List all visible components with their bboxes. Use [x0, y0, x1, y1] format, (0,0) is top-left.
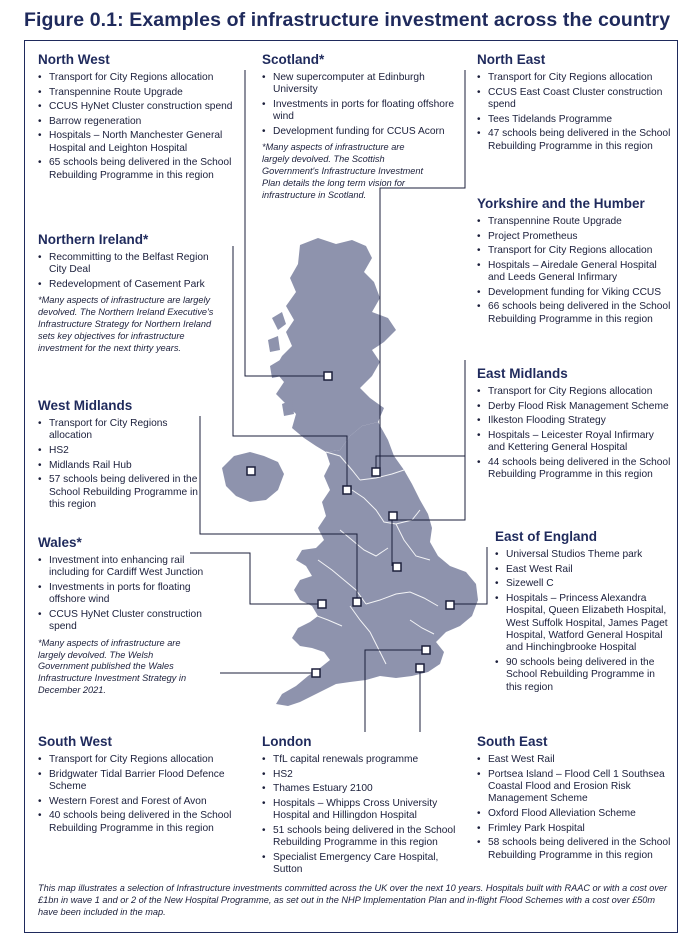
list-item: • Transport for City Regions allocation: [38, 418, 198, 443]
project-list: [477, 216, 673, 326]
list-item: • 90 schools being delivered in the School Rebuilding Programme in this region: [495, 657, 673, 694]
project-list: [38, 72, 238, 182]
region-wales: [38, 535, 206, 697]
list-item: • Tees Tidelands Programme: [477, 114, 673, 126]
marker-south-west: [312, 669, 320, 677]
scotland-shape: [274, 238, 396, 452]
list-item: • Western Forest and Forest of Avon: [38, 796, 238, 808]
list-item: • Recommitting to the Belfast Region City Deal: [38, 252, 228, 277]
project-list: [38, 418, 198, 511]
list-item: • Frimley Park Hospital: [477, 823, 673, 835]
list-item: • East West Rail: [495, 564, 673, 576]
region-east-midlands: [477, 366, 673, 484]
region-title: East of England: [495, 529, 598, 544]
list-item: • 51 schools being delivered in the School Rebuilding Programme in this region: [262, 825, 466, 850]
region-north-east: [477, 52, 673, 155]
region-title: North East: [477, 52, 546, 67]
devolution-note: *Many aspects of infrastructure are largely devolved. The Northern Ireland Executive's Infrastructure Strategy for Northern Ireland sets key objectives for infrastructure investment for the next thirty years.: [38, 295, 214, 353]
list-item: • Development funding for Viking CCUS: [477, 287, 673, 299]
region-title: East Midlands: [477, 366, 568, 381]
list-item: • Investment into enhancing rail including for Cardiff West Junction: [38, 555, 206, 580]
devolution-note: *Many aspects of infrastructure are largely devolved. The Scottish Government's Infrastructure Investment Plan details the long term vision for infrastructure in Scotland.: [262, 142, 424, 200]
list-item: • 66 schools being delivered in the School Rebuilding Programme in this region: [477, 301, 673, 326]
list-item: • HS2: [262, 769, 466, 781]
project-list: [477, 72, 673, 153]
region-yorkshire: [477, 196, 673, 328]
region-scotland: [262, 52, 462, 201]
list-item: • East West Rail: [477, 754, 673, 766]
list-item: • Transpennine Route Upgrade: [477, 216, 673, 228]
list-item: • Oxford Flood Alleviation Scheme: [477, 808, 673, 820]
marker-scotland: [324, 372, 332, 380]
region-title: London: [262, 734, 312, 749]
list-item: • Transpennine Route Upgrade: [38, 87, 238, 99]
project-list: [38, 252, 228, 291]
list-item: • Hospitals – Princess Alexandra Hospital, Queen Elizabeth Hospital, West Suffolk Hospital, James Paget Hospital, Watford General Hospital and Hinchingbrooke Hospital: [495, 593, 673, 655]
list-item: • 65 schools being delivered in the School Rebuilding Programme in this region: [38, 157, 238, 182]
list-item: • Transport for City Regions allocation: [477, 245, 673, 257]
list-item: • Hospitals – Whipps Cross University Hospital and Hillingdon Hospital: [262, 798, 466, 823]
list-item: • TfL capital renewals programme: [262, 754, 466, 766]
marker-north-east: [372, 468, 380, 476]
project-list: [262, 72, 462, 138]
list-item: • HS2: [38, 445, 198, 457]
list-item: • Barrow regeneration: [38, 116, 238, 128]
region-northern-ireland: [38, 232, 228, 354]
region-title: West Midlands: [38, 398, 133, 413]
project-list: [38, 754, 238, 835]
marker-northern-ireland: [247, 467, 255, 475]
list-item: • Transport for City Regions allocation: [38, 754, 238, 766]
list-item: • Thames Estuary 2100: [262, 783, 466, 795]
list-item: • Universal Studios Theme park: [495, 549, 673, 561]
list-item: • New supercomputer at Edinburgh University: [262, 72, 462, 97]
project-list: [262, 754, 466, 877]
marker-north-west: [343, 486, 351, 494]
list-item: • Ilkeston Flooding Strategy: [477, 415, 673, 427]
list-item: • Sizewell C: [495, 578, 673, 590]
list-item: • 58 schools being delivered in the School Rebuilding Programme in this region: [477, 837, 673, 862]
list-item: • Investments in ports for floating offshore wind: [262, 99, 462, 124]
list-item: • CCUS HyNet Cluster construction spend: [38, 101, 238, 113]
region-title: North West: [38, 52, 110, 67]
list-item: • Development funding for CCUS Acorn: [262, 126, 462, 138]
northern-ireland-shape: [222, 452, 284, 502]
marker-wales: [318, 600, 326, 608]
list-item: • Hospitals – Leicester Royal Infirmary and Kettering General Hospital: [477, 430, 673, 455]
region-north-west: [38, 52, 238, 184]
region-south-east: [477, 734, 673, 864]
region-east-england: [495, 529, 673, 696]
marker-east-midlands: [393, 563, 401, 571]
region-title: South West: [38, 734, 112, 749]
list-item: • Transport for City Regions allocation: [477, 386, 673, 398]
marker-london: [422, 646, 430, 654]
region-title: Wales*: [38, 535, 82, 550]
project-list: [495, 549, 673, 694]
list-item: • Specialist Emergency Care Hospital, Sutton: [262, 852, 466, 877]
england-wales-shape: [276, 422, 478, 706]
project-list: [38, 555, 206, 634]
list-item: • Portsea Island – Flood Cell 1 Southsea Coastal Flood and Erosion Risk Management Scheme: [477, 769, 673, 806]
marker-east-england: [446, 601, 454, 609]
figure-title: Figure 0.1: Examples of infrastructure investment across the country: [24, 9, 671, 31]
list-item: • Transport for City Regions allocation: [477, 72, 673, 84]
list-item: • Midlands Rail Hub: [38, 460, 198, 472]
list-item: • Derby Flood Risk Management Scheme: [477, 401, 673, 413]
project-list: [477, 754, 673, 862]
region-title: Scotland*: [262, 52, 325, 67]
region-title: Yorkshire and the Humber: [477, 196, 645, 211]
list-item: • 40 schools being delivered in the School Rebuilding Programme in this region: [38, 810, 238, 835]
region-title: South East: [477, 734, 548, 749]
list-item: • 57 schools being delivered in the School Rebuilding Programme in this region: [38, 474, 198, 511]
region-west-midlands: [38, 398, 198, 514]
list-item: • Project Prometheus: [477, 231, 673, 243]
list-item: • Bridgwater Tidal Barrier Flood Defence Scheme: [38, 769, 238, 794]
devolution-note: *Many aspects of infrastructure are largely devolved. The Welsh Government published the Wales Infrastructure Investment Strategy in December 2021.: [38, 637, 187, 695]
project-list: [477, 386, 673, 482]
list-item: • CCUS East Coast Cluster construction spend: [477, 87, 673, 112]
list-item: • CCUS HyNet Cluster construction spend: [38, 609, 206, 634]
marker-west-midlands: [353, 598, 361, 606]
region-london: [262, 734, 466, 879]
list-item: • Transport for City Regions allocation: [38, 72, 238, 84]
marker-south-east: [416, 664, 424, 672]
list-item: • 44 schools being delivered in the School Rebuilding Programme in this region: [477, 457, 673, 482]
list-item: • Hospitals – Airedale General Hospital and Leeds General Infirmary: [477, 260, 673, 285]
list-item: • 47 schools being delivered in the School Rebuilding Programme in this region: [477, 128, 673, 153]
region-south-west: [38, 734, 238, 837]
marker-yorkshire: [389, 512, 397, 520]
list-item: • Redevelopment of Casement Park: [38, 279, 228, 291]
region-title: Northern Ireland*: [38, 232, 149, 247]
list-item: • Hospitals – North Manchester General Hospital and Leighton Hospital: [38, 130, 238, 155]
footnote: This map illustrates a selection of Infrastructure investments committed across the UK over the next 10 years. Hospitals built with RAAC or with a cost over £1bn in wave 1 and or 2 of the New Hospital Programme, as set out in the NHP Implementation Plan and in-flight Flood Schemes with a cost over £50m have been included in the map.: [38, 883, 668, 917]
list-item: • Investments in ports for floating offshore wind: [38, 582, 206, 607]
